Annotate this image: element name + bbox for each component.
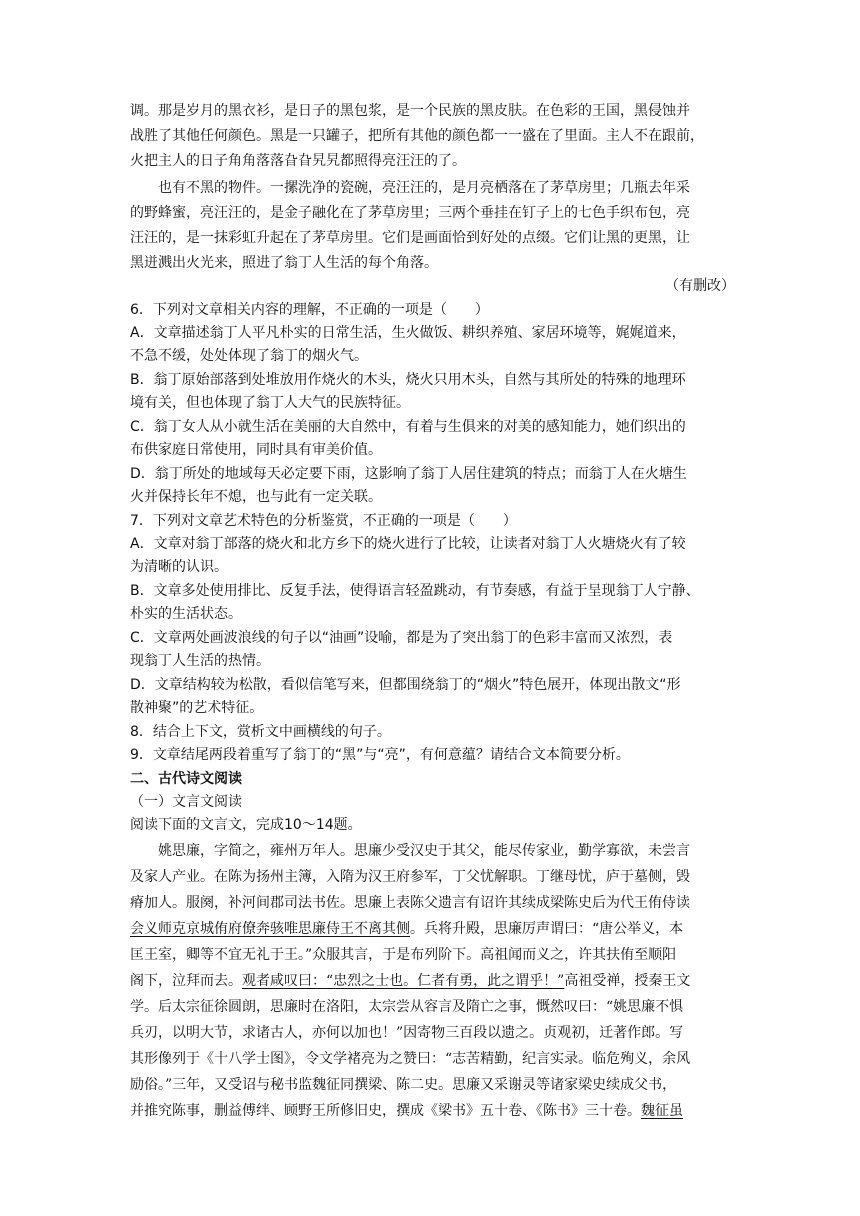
question-7-option-d: D．文章结构较为松散，看似信笔写来，但都围绕翁丁的“烟火”特色展开，体现出散文“形	[130, 677, 681, 693]
question-6-option-b-cont: 境有关，但也体现了翁丁人大气的民族特征。	[130, 395, 410, 411]
question-9: 9．文章结尾两段着重写了翁丁的“黑”与“亮”，有何意蕴？请结合文本简要分析。	[130, 747, 630, 763]
question-6-option-a-cont: 不急不缓，处处体现了翁丁的烟火气。	[130, 348, 368, 364]
question-6-option-b: B．翁丁原始部落到处堆放用作烧火的木头，烧火只用木头，自然与其所处的特殊的地理环	[130, 372, 686, 388]
classical-text-line: 姚思廉，字简之，雍州万年人。思廉少受汉史于其父，能尽传家业，勤学寡欲，未尝言	[158, 843, 690, 859]
question-7-option-c: C．文章两处画波浪线的句子以“油画”设喻，都是为了突出翁丁的色彩丰富而又浓烈，表	[130, 630, 673, 646]
question-6-option-c: C．翁丁女人从小就生活在美丽的大自然中，有着与生俱来的对美的感知能力，她们织出的	[130, 419, 686, 435]
text-segment: 阁下，泣拜而去。	[130, 973, 242, 989]
classical-text-line	[130, 970, 735, 993]
underlined-phrase: 魏征虽	[641, 1103, 683, 1119]
text-segment: 。兵将升殿，思廉厉声谓曰：“唐公举义，本	[410, 921, 684, 937]
question-6-option-d-cont: 火并保持长年不熄，也与此有一定关联。	[130, 489, 382, 505]
passage-line: 调。那是岁月的黑衣衫，是日子的黑包浆，是一个民族的黑皮肤。在色彩的王国，黑侵蚀并	[130, 103, 690, 119]
question-6-option-c-cont: 布供家庭日常使用，同时具有审美价值。	[130, 442, 382, 458]
passage-line: 火把主人的日子角角落落旮旮旯旯都照得亮汪汪的了。	[130, 153, 466, 169]
underlined-phrase: 会义师克京城侑府僚奔骇唯思廉侍王不离其侧	[130, 921, 410, 937]
classical-text-line: 瘠加人。服阕，补河间郡司法书佐。思廉上表陈父遗言有诏许其续成梁陈史后为代王侑侍读	[130, 895, 690, 911]
classical-text-line	[130, 1100, 735, 1123]
passage-line: 也有不黑的物件。一摞洗净的瓷碗，亮汪汪的，是月亮栖落在了茅草房里；几瓶去年采	[158, 180, 690, 196]
question-7-stem: 7．下列对文章艺术特色的分析鉴赏，不正确的一项是（ ）	[130, 513, 517, 529]
subsection-heading: （一）文言文阅读	[130, 794, 242, 810]
underlined-phrase: 观者咸叹曰：“忠烈之士也。仁者有勇，此之谓乎！”	[242, 973, 565, 989]
question-7-option-b: B．文章多处使用排比、反复手法，使得语言轻盈跳动，有节奏感，有益于呈现翁丁人宁静、	[130, 583, 700, 599]
passage-line: 的野蜂蜜，亮汪汪的，是金子融化在了茅草房里；三两个垂挂在钉子上的七色手织布包，亮	[130, 205, 690, 221]
passage-line: 汪汪的，是一抹彩虹升起在了茅草房里。它们是画面恰到好处的点缀。它们让黑的更黑，让	[130, 230, 690, 246]
passage-line: 黑迸溅出火光来，照进了翁丁人生活的每个角落。	[130, 255, 438, 271]
question-7-option-a-cont: 为清晰的认识。	[130, 559, 228, 575]
classical-text-line: 兵刃，以明大节，求诸古人，亦何以加也！”因寄物三百段以遗之。贞观初，迁著作郎。写	[130, 1025, 684, 1041]
question-7-option-d-cont: 散神聚”的艺术特征。	[130, 700, 264, 716]
question-7-option-a: A．文章对翁丁部落的烧火和北方乡下的烧火进行了比较，让读者对翁丁人火塘烧火有了较	[130, 536, 686, 552]
passage-line: 战胜了其他任何颜色。黑是一只罐子，把所有其他的颜色都一一盛在了里面。主人不在跟前，	[130, 128, 704, 144]
section-heading: 二、古代诗文阅读	[130, 771, 242, 787]
reading-instruction: 阅读下面的文言文，完成10～14题。	[130, 817, 362, 833]
classical-text-line: 学。后太宗征徐圆朗，思廉时在洛阳，太宗尝从容言及隋亡之事，慨然叹曰：“姚思廉不惧	[130, 999, 684, 1015]
question-7-option-c-cont: 现翁丁人生活的热情。	[130, 653, 270, 669]
question-6-stem: 6．下列对文章相关内容的理解，不正确的一项是（ ）	[130, 302, 489, 318]
question-6-option-a: A．文章描述翁丁人平凡朴实的日常生活，生火做饭、耕织养殖、家居环境等，娓娓道来，	[130, 325, 686, 341]
classical-text-line: 励俗。”三年，又受诏与秘书监魏征同撰梁、陈二史。思廉又采谢灵等诸家梁史续成父书，	[130, 1077, 677, 1093]
classical-text-line: 及家人产业。在陈为扬州主簿，入隋为汉王府参军，丁父忧解职。丁继母忧，庐于墓侧，毁	[130, 869, 690, 885]
text-segment: 高祖受禅，授秦王文	[564, 973, 691, 989]
question-7-option-b-cont: 朴实的生活状态。	[130, 606, 242, 622]
source-note: （有删改）	[665, 278, 735, 294]
classical-text-line: 其形像列于《十八学士图》，令文学褚亮为之赞曰：“志苦精勤，纪言实录。临危殉义，余风	[130, 1051, 691, 1067]
question-6-option-d: D．翁丁所处的地域每天必定要下雨，这影响了翁丁人居住建筑的特点；而翁丁人在火塘生	[130, 466, 687, 482]
text-segment: 并推究陈事，删益傅绊、顾野王所修旧史，撰成《梁书》五十卷、《陈书》三十卷。	[130, 1103, 641, 1119]
classical-text-line: 匡王室，卿等不宜无礼于王。”众服其言，于是布列阶下。高祖闻而义之，许其扶侑至顺阳	[130, 947, 677, 963]
classical-text-line	[130, 918, 735, 941]
question-8: 8．结合上下文，赏析文中画横线的句子。	[130, 724, 391, 740]
